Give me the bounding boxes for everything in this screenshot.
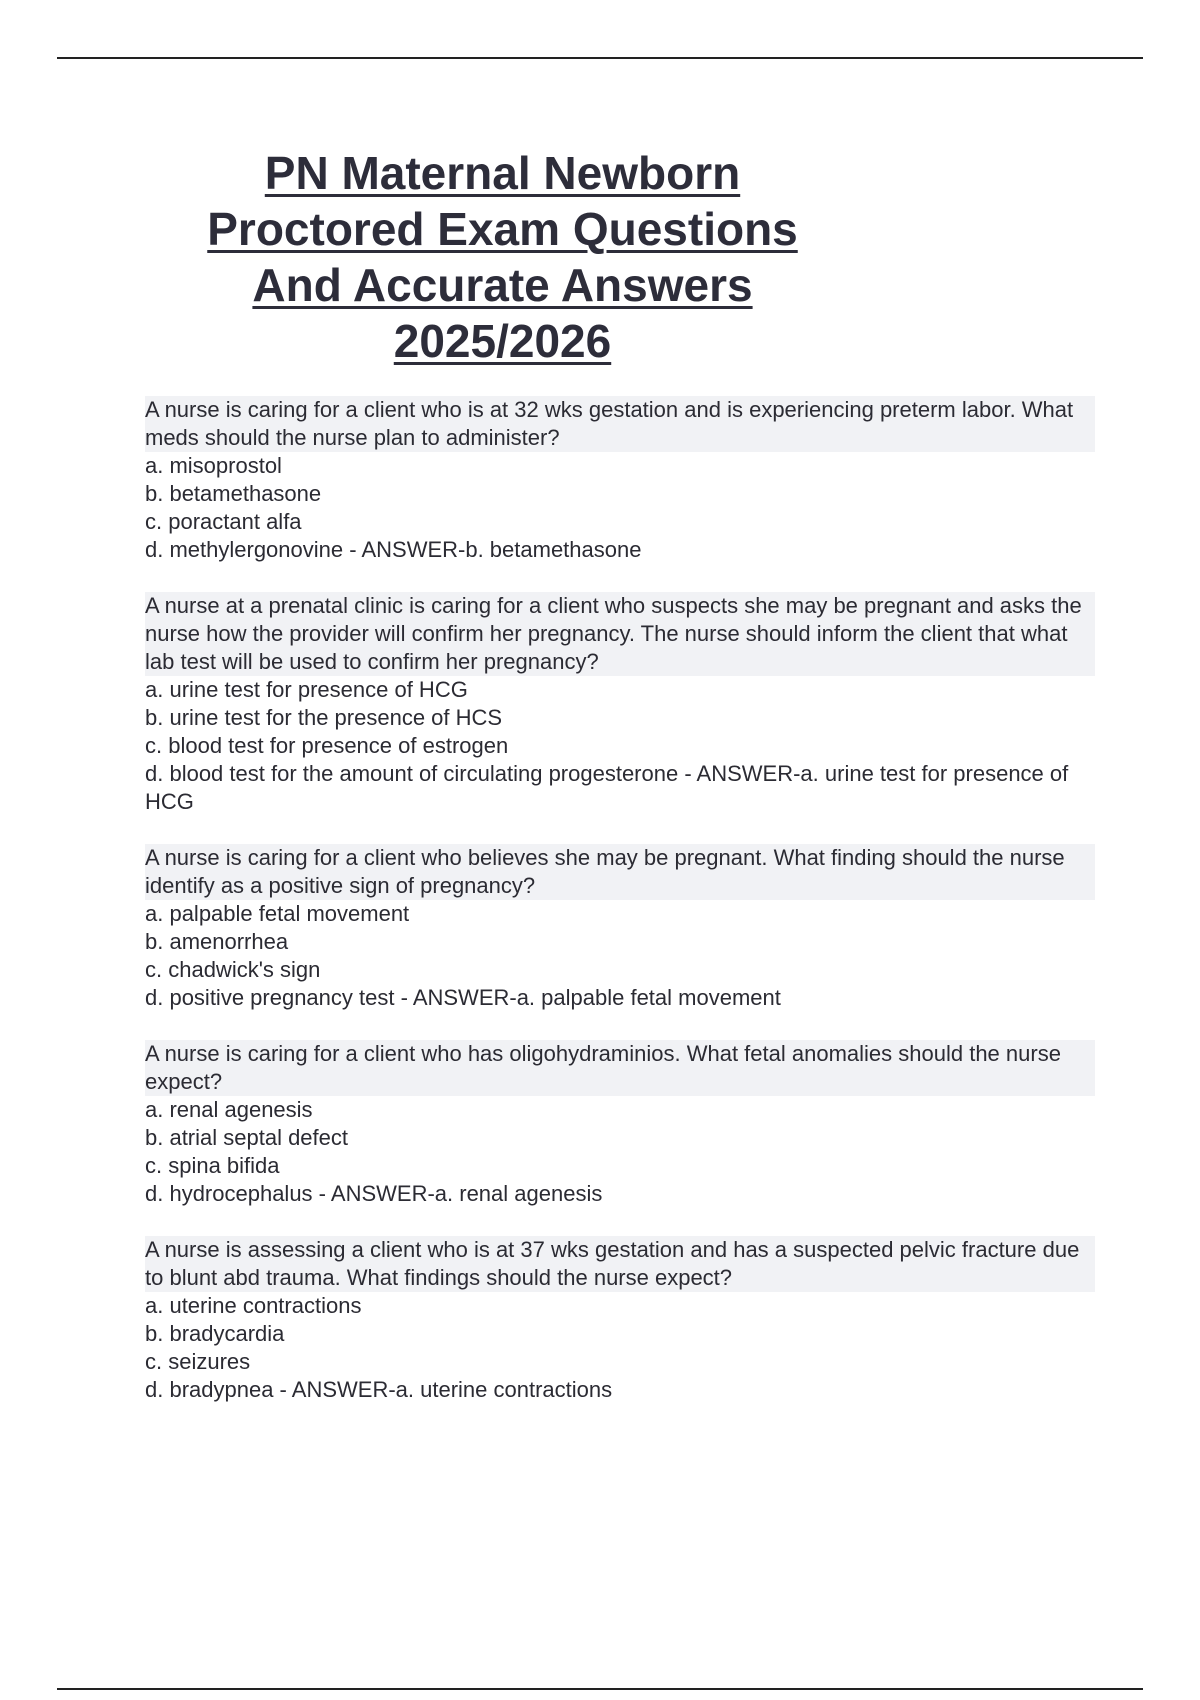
- question-block: [145, 1236, 1095, 1404]
- question-stem: A nurse is caring for a client who believes she may be pregnant. What finding should the nurse identify as a positive sign of pregnancy?: [145, 844, 1095, 900]
- answer-option: c. seizures: [145, 1349, 251, 1374]
- answer-option: c. spina bifida: [145, 1153, 280, 1178]
- answer-option: a. uterine contractions: [145, 1293, 362, 1318]
- question-block: [145, 592, 1095, 816]
- answer-option: b. urine test for the presence of HCS: [145, 705, 503, 730]
- question-stem: A nurse is caring for a client who has oligohydraminios. What fetal anomalies should the nurse expect?: [145, 1040, 1095, 1096]
- answer-option-with-answer: d. blood test for the amount of circulating progesterone - ANSWER-a. urine test for presence of HCG: [145, 761, 1069, 814]
- answer-option: a. urine test for presence of HCG: [145, 677, 468, 702]
- questions-list: [145, 396, 1095, 1432]
- question-stem: A nurse at a prenatal clinic is caring for a client who suspects she may be pregnant and asks the nurse how the provider will confirm her pregnancy. The nurse should inform the client that what lab test will be used to confirm her pregnancy?: [145, 592, 1095, 676]
- bottom-rule: [57, 1688, 1143, 1690]
- answer-option-with-answer: d. bradypnea - ANSWER-a. uterine contractions: [145, 1377, 613, 1402]
- answer-option-with-answer: d. methylergonovine - ANSWER-b. betamethasone: [145, 537, 642, 562]
- answer-option-with-answer: d. hydrocephalus - ANSWER-a. renal agenesis: [145, 1181, 603, 1206]
- answer-option: b. atrial septal defect: [145, 1125, 349, 1150]
- answer-option: a. renal agenesis: [145, 1097, 313, 1122]
- answer-option: c. chadwick's sign: [145, 957, 321, 982]
- top-rule: [57, 57, 1143, 59]
- answer-option: b. betamethasone: [145, 481, 322, 506]
- document-title: [170, 145, 835, 369]
- title-line: And Accurate Answers: [252, 259, 753, 311]
- answer-option-with-answer: d. positive pregnancy test - ANSWER-a. palpable fetal movement: [145, 985, 781, 1010]
- question-block: [145, 1040, 1095, 1208]
- question-block: [145, 844, 1095, 1012]
- question-stem: A nurse is assessing a client who is at 37 wks gestation and has a suspected pelvic fracture due to blunt abd trauma. What findings should the nurse expect?: [145, 1236, 1095, 1292]
- title-line: Proctored Exam Questions: [207, 203, 798, 255]
- answer-option: b. bradycardia: [145, 1321, 285, 1346]
- answer-option: c. poractant alfa: [145, 509, 302, 534]
- title-line: 2025/2026: [393, 315, 612, 367]
- title-line: PN Maternal Newborn: [264, 147, 741, 199]
- answer-option: a. palpable fetal movement: [145, 901, 410, 926]
- answer-option: b. amenorrhea: [145, 929, 289, 954]
- answer-option: c. blood test for presence of estrogen: [145, 733, 509, 758]
- answer-option: a. misoprostol: [145, 453, 282, 478]
- question-stem: A nurse is caring for a client who is at 32 wks gestation and is experiencing preterm labor. What meds should the nurse plan to administer?: [145, 396, 1095, 452]
- question-block: [145, 396, 1095, 564]
